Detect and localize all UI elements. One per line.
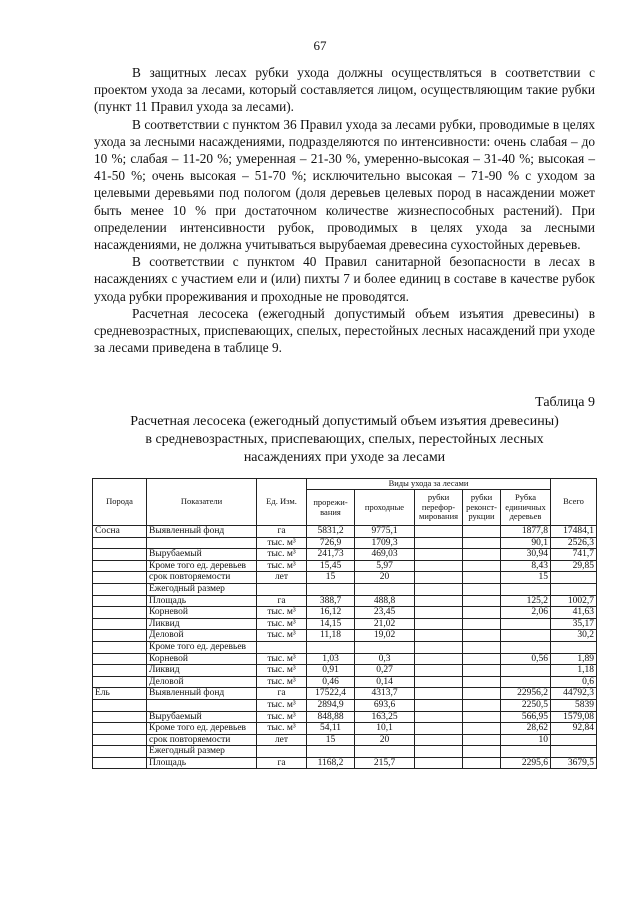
species-cell: Сосна — [93, 526, 147, 538]
total-cell: 30,2 — [551, 630, 597, 642]
total-cell: 92,84 — [551, 723, 597, 735]
unit-cell: лет — [257, 734, 307, 746]
thinning-cell: 388,7 — [307, 595, 355, 607]
passing-cell: 20 — [355, 572, 415, 584]
indicator-cell: Выявленный фонд — [147, 688, 257, 700]
table-body — [93, 526, 597, 769]
passing-cell: 0,3 — [355, 653, 415, 665]
passing-cell: 469,03 — [355, 549, 415, 561]
passing-cell: 10,1 — [355, 723, 415, 735]
indicator-cell: Деловой — [147, 630, 257, 642]
single-cell — [501, 583, 551, 595]
total-cell: 5839 — [551, 699, 597, 711]
recon-cell — [463, 688, 501, 700]
recon-cell — [463, 676, 501, 688]
recon-cell — [463, 734, 501, 746]
indicator-cell — [147, 699, 257, 711]
reform-cell — [415, 607, 463, 619]
passing-cell: 9775,1 — [355, 526, 415, 538]
total-cell: 29,85 — [551, 560, 597, 572]
thinning-cell: 0,46 — [307, 676, 355, 688]
single-cell: 2,06 — [501, 607, 551, 619]
reform-cell — [415, 699, 463, 711]
species-cell — [93, 665, 147, 677]
indicator-cell: Кроме того ед. деревьев — [147, 641, 257, 653]
indicator-cell: Выявленный фонд — [147, 526, 257, 538]
passing-cell: 488,8 — [355, 595, 415, 607]
table-title — [94, 413, 595, 467]
header-recon: рубки реконст-рукции — [463, 490, 501, 526]
table-row — [93, 572, 597, 584]
thinning-cell: 16,12 — [307, 607, 355, 619]
total-cell: 1002,7 — [551, 595, 597, 607]
thinning-cell: 726,9 — [307, 537, 355, 549]
species-cell — [93, 618, 147, 630]
recon-cell — [463, 572, 501, 584]
indicator-cell: Площадь — [147, 757, 257, 769]
total-cell — [551, 641, 597, 653]
unit-cell — [257, 641, 307, 653]
total-cell: 41,63 — [551, 607, 597, 619]
table-row — [93, 723, 597, 735]
unit-cell: га — [257, 757, 307, 769]
single-cell: 30,94 — [501, 549, 551, 561]
reform-cell — [415, 583, 463, 595]
thinning-cell: 54,11 — [307, 723, 355, 735]
unit-cell: га — [257, 595, 307, 607]
single-cell: 2295,6 — [501, 757, 551, 769]
reform-cell — [415, 572, 463, 584]
recon-cell — [463, 653, 501, 665]
thinning-cell: 848,88 — [307, 711, 355, 723]
single-cell: 10 — [501, 734, 551, 746]
total-cell — [551, 583, 597, 595]
unit-cell: тыс. м³ — [257, 665, 307, 677]
single-cell — [501, 676, 551, 688]
recon-cell — [463, 711, 501, 723]
reform-cell — [415, 676, 463, 688]
passing-cell: 693,6 — [355, 699, 415, 711]
table-title-line: насаждениях при уходе за лесами — [243, 450, 446, 465]
single-cell — [501, 665, 551, 677]
passing-cell: 0,27 — [355, 665, 415, 677]
reform-cell — [415, 734, 463, 746]
single-cell: 566,95 — [501, 711, 551, 723]
header-species: Порода — [93, 479, 147, 526]
table-row — [93, 641, 597, 653]
single-cell: 28,62 — [501, 723, 551, 735]
species-cell — [93, 676, 147, 688]
passing-cell: 4313,7 — [355, 688, 415, 700]
species-cell — [93, 746, 147, 758]
table-title-line: Расчетная лесосека (ежегодный допустимый объем изъятия древесины) — [130, 414, 559, 429]
species-cell — [93, 549, 147, 561]
indicator-cell: срок повторяемости — [147, 572, 257, 584]
recon-cell — [463, 757, 501, 769]
recon-cell — [463, 549, 501, 561]
table-row — [93, 676, 597, 688]
table-row — [93, 734, 597, 746]
reform-cell — [415, 723, 463, 735]
reform-cell — [415, 665, 463, 677]
single-cell: 0,56 — [501, 653, 551, 665]
total-cell — [551, 572, 597, 584]
body-text — [94, 64, 595, 356]
recon-cell — [463, 526, 501, 538]
indicator-cell: Ликвид — [147, 665, 257, 677]
single-cell — [501, 618, 551, 630]
recon-cell — [463, 723, 501, 735]
unit-cell: тыс. м³ — [257, 711, 307, 723]
species-cell: Ель — [93, 688, 147, 700]
passing-cell: 19,02 — [355, 630, 415, 642]
single-cell: 2250,5 — [501, 699, 551, 711]
thinning-cell: 1,03 — [307, 653, 355, 665]
thinning-cell: 0,91 — [307, 665, 355, 677]
total-cell: 44792,3 — [551, 688, 597, 700]
reform-cell — [415, 641, 463, 653]
indicator-cell: Площадь — [147, 595, 257, 607]
unit-cell: тыс. м³ — [257, 630, 307, 642]
recon-cell — [463, 746, 501, 758]
header-reform: рубки перефор-мирования — [415, 490, 463, 526]
table-title-line: в средневозрастных, приспевающих, спелых, перестойных лесных — [145, 432, 544, 447]
table-row — [93, 630, 597, 642]
recon-cell — [463, 537, 501, 549]
table-label: Таблица 9 — [535, 395, 595, 410]
total-cell: 1,18 — [551, 665, 597, 677]
recon-cell — [463, 583, 501, 595]
paragraph: В защитных лесах рубки ухода должны осуществляться в соответствии с проектом ухода за лесами, который составляется лицом, осуществляющим такие рубки (пункт 11 Правил ухода за лесами). — [94, 65, 595, 115]
indicator-cell: Вырубаемый — [147, 711, 257, 723]
unit-cell: тыс. м³ — [257, 699, 307, 711]
indicator-cell: Деловой — [147, 676, 257, 688]
unit-cell: тыс. м³ — [257, 723, 307, 735]
indicator-cell: срок повторяемости — [147, 734, 257, 746]
table-row — [93, 757, 597, 769]
total-cell — [551, 746, 597, 758]
reform-cell — [415, 711, 463, 723]
single-cell — [501, 746, 551, 758]
header-thinning: прорежи-вания — [307, 490, 355, 526]
species-cell — [93, 711, 147, 723]
recon-cell — [463, 665, 501, 677]
passing-cell: 5,97 — [355, 560, 415, 572]
table-row — [93, 560, 597, 572]
species-cell — [93, 583, 147, 595]
thinning-cell: 15 — [307, 734, 355, 746]
indicator-cell: Ежегодный размер — [147, 583, 257, 595]
species-cell — [93, 641, 147, 653]
total-cell: 3679,5 — [551, 757, 597, 769]
indicator-cell: Вырубаемый — [147, 549, 257, 561]
indicator-cell: Корневой — [147, 653, 257, 665]
reform-cell — [415, 618, 463, 630]
header-group: Виды ухода за лесами — [307, 479, 551, 490]
reform-cell — [415, 630, 463, 642]
total-cell: 1579,08 — [551, 711, 597, 723]
species-cell — [93, 537, 147, 549]
total-cell: 741,7 — [551, 549, 597, 561]
thinning-cell: 5831,2 — [307, 526, 355, 538]
unit-cell — [257, 583, 307, 595]
passing-cell — [355, 641, 415, 653]
single-cell: 90,1 — [501, 537, 551, 549]
table-row — [93, 711, 597, 723]
species-cell — [93, 595, 147, 607]
paragraph: Расчетная лесосека (ежегодный допустимый объем изъятия древесины) в средневозрастных, приспевающих, спелых, перестойных лесных насаждений при уходе за лесами приведена в таблице 9. — [94, 305, 595, 356]
single-cell — [501, 630, 551, 642]
unit-cell: тыс. м³ — [257, 676, 307, 688]
species-cell — [93, 723, 147, 735]
recon-cell — [463, 618, 501, 630]
reform-cell — [415, 746, 463, 758]
unit-cell: лет — [257, 572, 307, 584]
table-row — [93, 595, 597, 607]
unit-cell: тыс. м³ — [257, 607, 307, 619]
thinning-cell: 11,18 — [307, 630, 355, 642]
total-cell: 1,89 — [551, 653, 597, 665]
unit-cell: тыс. м³ — [257, 537, 307, 549]
passing-cell: 1709,3 — [355, 537, 415, 549]
species-cell — [93, 653, 147, 665]
thinning-cell: 17522,4 — [307, 688, 355, 700]
reform-cell — [415, 688, 463, 700]
single-cell: 15 — [501, 572, 551, 584]
header-single: Рубка единичных деревьев — [501, 490, 551, 526]
indicator-cell: Ликвид — [147, 618, 257, 630]
species-cell — [93, 560, 147, 572]
indicator-cell: Корневой — [147, 607, 257, 619]
unit-cell: тыс. м³ — [257, 653, 307, 665]
table-row — [93, 549, 597, 561]
reform-cell — [415, 595, 463, 607]
table-row — [93, 618, 597, 630]
indicator-cell: Ежегодный размер — [147, 746, 257, 758]
recon-cell — [463, 630, 501, 642]
header-total: Всего — [551, 479, 597, 526]
recon-cell — [463, 595, 501, 607]
recon-cell — [463, 560, 501, 572]
unit-cell — [257, 746, 307, 758]
indicator-cell: Кроме того ед. деревьев — [147, 560, 257, 572]
header-unit: Ед. Изм. — [257, 479, 307, 526]
single-cell: 1877,8 — [501, 526, 551, 538]
total-cell: 17484,1 — [551, 526, 597, 538]
table-row — [93, 526, 597, 538]
header-indicators: Показатели — [147, 479, 257, 526]
reform-cell — [415, 526, 463, 538]
recon-cell — [463, 699, 501, 711]
passing-cell: 20 — [355, 734, 415, 746]
paragraph: В соответствии с пунктом 36 Правил ухода за лесами рубки, проводимые в целях ухода за лесными насаждениями, подразделяются по интенсивности: очень слабая – до 10 %; слабая – 11-20 %; умеренная – 21-30 %, умеренно-высокая – 31-40 %; высокая – 41-50 %; очень высокая – 51-70 %; исключительно высокая – 71-90 % с уходом за целевыми деревьями под пологом (доля деревьев целевых пород в насаждении может быть менее 10 % при достаточном количестве жизнеспособных растений). При определении интенсивности рубок, проводимых в целях ухода за лесными насаждениями, не должна учитываться вырубаемая древесина сухостойных деревьев. — [94, 116, 595, 253]
table-row — [93, 653, 597, 665]
passing-cell: 21,02 — [355, 618, 415, 630]
passing-cell: 0,14 — [355, 676, 415, 688]
reform-cell — [415, 653, 463, 665]
single-cell: 22956,2 — [501, 688, 551, 700]
passing-cell — [355, 583, 415, 595]
page-number: 67 — [313, 38, 327, 53]
table-row — [93, 583, 597, 595]
species-cell — [93, 630, 147, 642]
reform-cell — [415, 549, 463, 561]
reform-cell — [415, 757, 463, 769]
table-row — [93, 699, 597, 711]
thinning-cell: 1168,2 — [307, 757, 355, 769]
unit-cell: тыс. м³ — [257, 549, 307, 561]
reform-cell — [415, 560, 463, 572]
total-cell: 0,6 — [551, 676, 597, 688]
species-cell — [93, 572, 147, 584]
table-row — [93, 537, 597, 549]
thinning-cell: 15 — [307, 572, 355, 584]
unit-cell: тыс. м³ — [257, 618, 307, 630]
table-row — [93, 665, 597, 677]
passing-cell: 23,45 — [355, 607, 415, 619]
table-row — [93, 688, 597, 700]
passing-cell — [355, 746, 415, 758]
species-cell — [93, 757, 147, 769]
total-cell — [551, 734, 597, 746]
thinning-cell: 15,45 — [307, 560, 355, 572]
thinning-cell: 14,15 — [307, 618, 355, 630]
table-row — [93, 746, 597, 758]
header-passing: проходные — [355, 490, 415, 526]
indicator-cell — [147, 537, 257, 549]
unit-cell: тыс. м³ — [257, 560, 307, 572]
total-cell: 2526,3 — [551, 537, 597, 549]
single-cell: 125,2 — [501, 595, 551, 607]
species-cell — [93, 734, 147, 746]
paragraph: В соответствии с пунктом 40 Правил санитарной безопасности в лесах в насаждениях с участием ели и (или) пихты 7 и более единиц в составе в качестве рубок ухода рубки прореживания и проходные не проводятся. — [94, 254, 595, 304]
species-cell — [93, 607, 147, 619]
passing-cell: 215,7 — [355, 757, 415, 769]
recon-cell — [463, 641, 501, 653]
thinning-cell — [307, 746, 355, 758]
single-cell — [501, 641, 551, 653]
species-cell — [93, 699, 147, 711]
table-row — [93, 607, 597, 619]
data-table — [92, 478, 597, 769]
passing-cell: 163,25 — [355, 711, 415, 723]
recon-cell — [463, 607, 501, 619]
single-cell: 8,43 — [501, 560, 551, 572]
indicator-cell: Кроме того ед. деревьев — [147, 723, 257, 735]
thinning-cell: 2894,9 — [307, 699, 355, 711]
thinning-cell — [307, 641, 355, 653]
thinning-cell: 241,73 — [307, 549, 355, 561]
thinning-cell — [307, 583, 355, 595]
unit-cell: га — [257, 688, 307, 700]
unit-cell: га — [257, 526, 307, 538]
total-cell: 35,17 — [551, 618, 597, 630]
reform-cell — [415, 537, 463, 549]
